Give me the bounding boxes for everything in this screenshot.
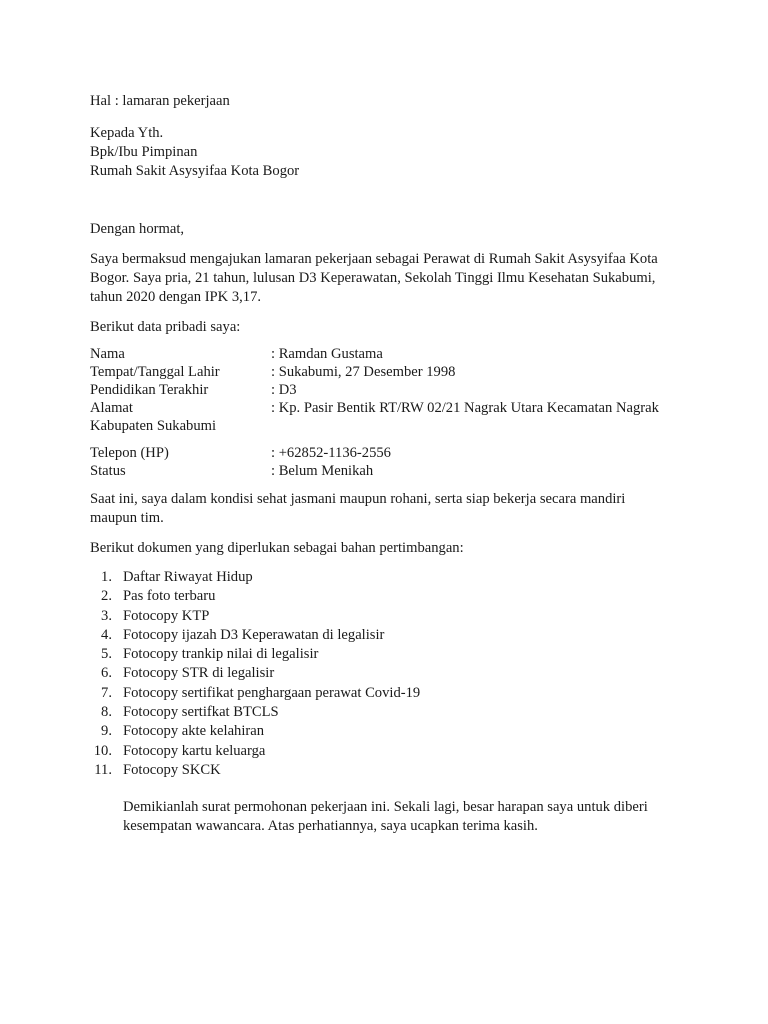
recipient-line-2: Bpk/Ibu Pimpinan (90, 144, 198, 160)
list-item-text: Fotocopy sertifikat penghargaan perawat Covid-19 (123, 684, 421, 701)
opening-paragraph (90, 250, 686, 307)
list-item (90, 664, 690, 683)
personal-data-intro: Berikut data pribadi saya: (90, 319, 241, 335)
phone-value: : +62852-1136-2556 (271, 445, 391, 461)
list-item-number: 4. (101, 626, 112, 643)
closing-line-1: Demikianlah surat permohonan pekerjaan ini. Sekali lagi, besar harapan saya untuk diberi (123, 799, 648, 816)
opening-line-2: Bogor. Saya pria, 21 tahun, lulusan D3 Keperawatan, Sekolah Tinggi Ilmu Kesehatan Sukabumi, (90, 270, 656, 286)
birth-value: : Sukabumi, 27 Desember 1998 (271, 364, 456, 380)
address-value: : Kp. Pasir Bentik RT/RW 02/21 Nagrak Utara Kecamatan Nagrak (271, 400, 659, 416)
data-row-address (90, 399, 690, 417)
data-row-birth (90, 363, 690, 381)
status-value: : Belum Menikah (271, 463, 374, 479)
greeting: Dengan hormat, (90, 221, 185, 237)
name-label: Nama (90, 346, 125, 362)
recipient-line-3: Rumah Sakit Asysyifaa Kota Bogor (90, 163, 300, 179)
phone-label: Telepon (HP) (90, 445, 169, 461)
list-item-text: Fotocopy ijazah D3 Keperawatan di legalisir (123, 626, 385, 643)
list-item-number: 8. (101, 704, 112, 721)
list-item (90, 722, 690, 741)
closing-paragraph (123, 798, 683, 836)
list-item (90, 645, 690, 664)
list-item-number: 3. (101, 607, 112, 624)
status-label: Status (90, 463, 126, 479)
closing-line-2: kesempatan wawancara. Atas perhatiannya, saya ucapkan terima kasih. (123, 818, 538, 835)
address-label: Alamat (90, 400, 133, 416)
list-item-text: Fotocopy akte kelahiran (123, 723, 265, 740)
list-item (90, 761, 690, 780)
list-item-number: 11. (94, 761, 112, 778)
data-row-phone (90, 444, 690, 462)
list-item (90, 626, 690, 645)
address-continuation: Kabupaten Sukabumi (90, 418, 217, 434)
list-item (90, 684, 690, 703)
list-item-text: Pas foto terbaru (123, 588, 216, 605)
list-item-number: 5. (101, 646, 112, 663)
opening-line-3: tahun 2020 dengan IPK 3,17. (90, 289, 262, 305)
documents-list (90, 568, 690, 780)
list-item-text: Fotocopy SKCK (123, 761, 221, 778)
address-gap (90, 435, 690, 444)
list-item-number: 6. (101, 665, 112, 682)
list-item-text: Fotocopy KTP (123, 607, 210, 624)
list-item-number: 1. (101, 569, 112, 585)
list-item (90, 607, 690, 626)
documents-intro: Berikut dokumen yang diperlukan sebagai bahan pertimbangan: (90, 540, 464, 556)
list-item-number: 10. (93, 742, 112, 759)
letter-page (90, 92, 690, 836)
list-item-text: Fotocopy sertifkat BTCLS (123, 704, 279, 721)
data-row-name (90, 345, 690, 363)
name-value: : Ramdan Gustama (271, 346, 383, 362)
list-item-number: 2. (101, 588, 112, 605)
personal-data-table (90, 345, 690, 480)
health-line-2: maupun tim. (90, 510, 164, 526)
list-item (90, 703, 690, 722)
education-label: Pendidikan Terakhir (90, 382, 209, 398)
opening-line-1: Saya bermaksud mengajukan lamaran pekerjaan sebagai Perawat di Rumah Sakit Asysyifaa Kota (90, 251, 658, 267)
list-item-text: Fotocopy trankip nilai di legalisir (123, 646, 319, 663)
list-item-text: Fotocopy kartu keluarga (123, 742, 266, 759)
list-item-number: 7. (101, 684, 112, 701)
list-item (90, 742, 690, 761)
list-item (90, 587, 690, 606)
health-paragraph (90, 490, 665, 528)
recipient-line-1: Kepada Yth. (90, 125, 164, 141)
health-line-1: Saat ini, saya dalam kondisi sehat jasmani maupun rohani, serta siap bekerja secara mandiri (90, 491, 626, 507)
data-row-education (90, 381, 690, 399)
recipient-block (90, 124, 690, 181)
letter-subject: Hal : lamaran pekerjaan (90, 93, 230, 109)
education-value: : D3 (271, 382, 297, 398)
list-item-number: 9. (101, 723, 112, 740)
list-item (90, 568, 690, 587)
list-item-text: Fotocopy STR di legalisir (123, 665, 275, 682)
birth-label: Tempat/Tanggal Lahir (90, 364, 220, 380)
data-row-status (90, 462, 690, 480)
list-item-text: Daftar Riwayat Hidup (123, 569, 253, 585)
